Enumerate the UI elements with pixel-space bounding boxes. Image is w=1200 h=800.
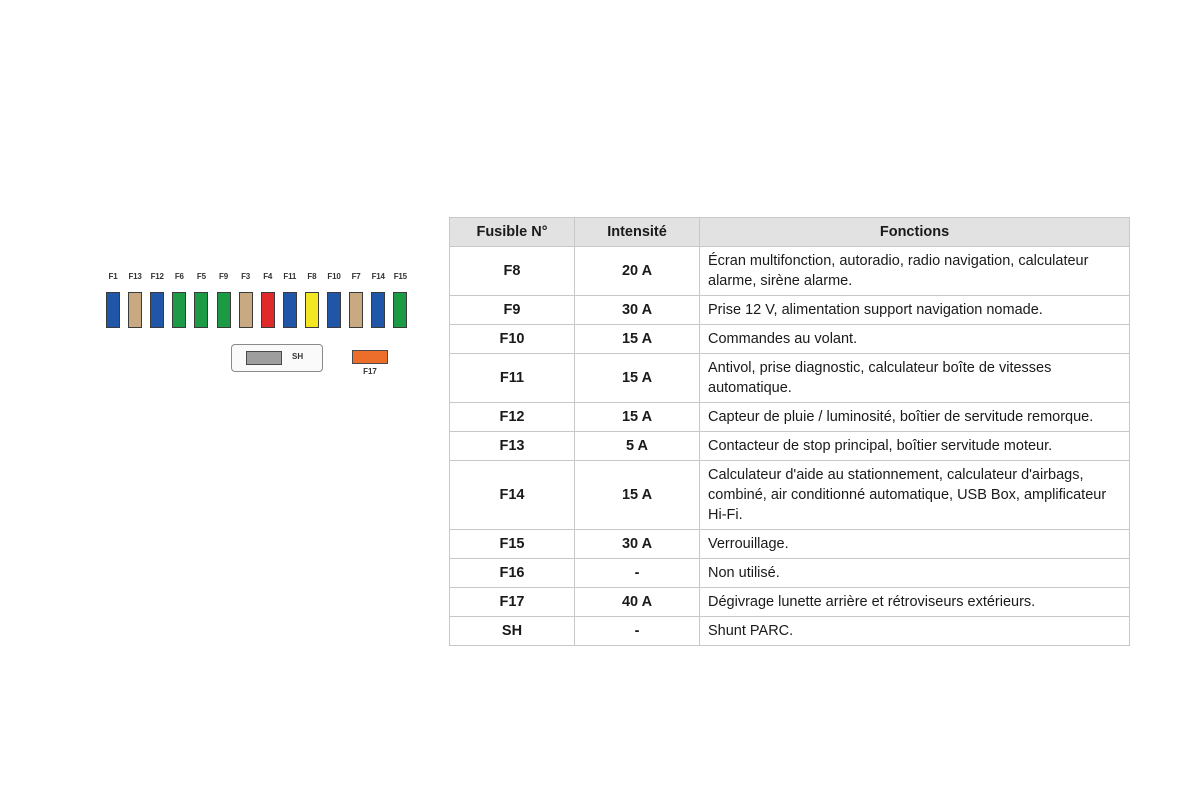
table-row: [450, 432, 1130, 461]
function-cell: Contacteur de stop principal, boîtier servitude moteur.: [700, 432, 1130, 461]
fuse-box-diagram: [100, 272, 420, 382]
fuse-7: [261, 292, 275, 328]
intensity-cell: 30 A: [575, 530, 700, 559]
function-cell: Prise 12 V, alimentation support navigation nomade.: [700, 296, 1130, 325]
fuse-number-cell: F16: [450, 559, 575, 588]
fuse-table: [449, 217, 1130, 646]
table-row: [450, 530, 1130, 559]
function-cell: Non utilisé.: [700, 559, 1130, 588]
fuse-label-11: F7: [351, 272, 361, 281]
table-row: [450, 296, 1130, 325]
fuse-number-cell: F14: [450, 461, 575, 530]
intensity-cell: 15 A: [575, 325, 700, 354]
fuse-6: [239, 292, 253, 328]
table-header-row: [450, 218, 1130, 247]
fuse-label-7: F4: [263, 272, 273, 281]
header-fuse-number: Fusible N°: [450, 218, 575, 247]
fuse-number-cell: F11: [450, 354, 575, 403]
fuse-label-0: F1: [108, 272, 118, 281]
fuse-3: [172, 292, 186, 328]
fuse-number-cell: F17: [450, 588, 575, 617]
intensity-cell: 15 A: [575, 403, 700, 432]
fuse-label-8: F11: [283, 272, 297, 281]
fuse-11: [349, 292, 363, 328]
fuse-label-5: F9: [219, 272, 228, 281]
fuse-10: [327, 292, 341, 328]
fuse-row: [100, 292, 420, 332]
fuse-9: [305, 292, 319, 328]
fuse-label-6: F3: [241, 272, 251, 281]
fuse-label-3: F6: [174, 272, 184, 281]
fuse-label-13: F15: [393, 272, 407, 281]
function-cell: Capteur de pluie / luminosité, boîtier de servitude remorque.: [700, 403, 1130, 432]
fuse-label-12: F14: [371, 272, 385, 281]
fuse-f17: [352, 350, 388, 364]
function-cell: Antivol, prise diagnostic, calculateur boîte de vitesses automatique.: [700, 354, 1130, 403]
fuse-labels: [100, 272, 420, 286]
shunt-label: SH: [292, 352, 304, 361]
fuse-0: [106, 292, 120, 328]
fuse-8: [283, 292, 297, 328]
intensity-cell: -: [575, 617, 700, 646]
table-row: [450, 325, 1130, 354]
table-row: [450, 354, 1130, 403]
intensity-cell: 30 A: [575, 296, 700, 325]
function-cell: Écran multifonction, autoradio, radio navigation, calculateur alarme, sirène alarme.: [700, 247, 1130, 296]
shunt-fuse: [246, 351, 282, 365]
fuse-label-2: F12: [150, 272, 164, 281]
fuse-f17-label: F17: [363, 367, 377, 376]
fuse-number-cell: F8: [450, 247, 575, 296]
table-row: [450, 617, 1130, 646]
table-row: [450, 403, 1130, 432]
fuse-number-cell: F13: [450, 432, 575, 461]
table-body: [450, 247, 1130, 646]
fuse-1: [128, 292, 142, 328]
header-functions: Fonctions: [700, 218, 1130, 247]
intensity-cell: 15 A: [575, 354, 700, 403]
function-cell: Dégivrage lunette arrière et rétroviseurs extérieurs.: [700, 588, 1130, 617]
function-cell: Calculateur d'aide au stationnement, calculateur d'airbags, combiné, air conditionné automatique, USB Box, amplificateur Hi-Fi.: [700, 461, 1130, 530]
table-row: [450, 461, 1130, 530]
fuse-number-cell: SH: [450, 617, 575, 646]
fuse-number-cell: F15: [450, 530, 575, 559]
fuse-label-10: F10: [327, 272, 341, 281]
fuse-label-9: F8: [307, 272, 317, 281]
fuse-12: [371, 292, 385, 328]
fuse-label-4: F5: [196, 272, 206, 281]
fuse-number-cell: F9: [450, 296, 575, 325]
shunt-holder: [231, 344, 323, 372]
table-row: [450, 247, 1130, 296]
intensity-cell: 5 A: [575, 432, 700, 461]
table-row: [450, 588, 1130, 617]
fuse-number-cell: F10: [450, 325, 575, 354]
fuse-4: [194, 292, 208, 328]
intensity-cell: 15 A: [575, 461, 700, 530]
fuse-5: [217, 292, 231, 328]
function-cell: Verrouillage.: [700, 530, 1130, 559]
function-cell: Shunt PARC.: [700, 617, 1130, 646]
intensity-cell: -: [575, 559, 700, 588]
fuse-label-1: F13: [128, 272, 142, 281]
intensity-cell: 40 A: [575, 588, 700, 617]
header-intensity: Intensité: [575, 218, 700, 247]
table-row: [450, 559, 1130, 588]
intensity-cell: 20 A: [575, 247, 700, 296]
fuse-13: [393, 292, 407, 328]
fuse-number-cell: F12: [450, 403, 575, 432]
fuse-2: [150, 292, 164, 328]
function-cell: Commandes au volant.: [700, 325, 1130, 354]
